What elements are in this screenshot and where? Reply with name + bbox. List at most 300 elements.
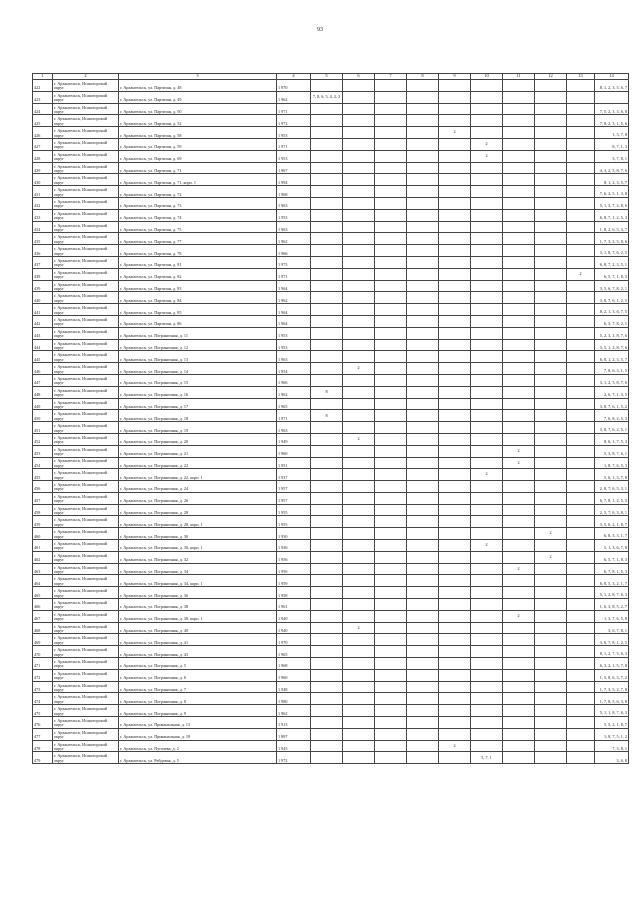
district-cell: г. Архангельск, Исакогорский округ: [53, 540, 119, 552]
col13-cell: [567, 256, 595, 268]
col9-cell: [439, 540, 471, 552]
col7-cell: [375, 103, 407, 115]
col12-cell: [535, 91, 567, 103]
col11-cell: [503, 658, 535, 670]
col13-cell: [567, 422, 595, 434]
district-cell: г. Архангельск, Исакогорский округ: [53, 528, 119, 540]
district-cell: г. Архангельск, Исакогорский округ: [53, 351, 119, 363]
col12-cell: [535, 693, 567, 705]
row-number-cell: 457: [33, 492, 53, 504]
year-cell: 1 962: [277, 386, 311, 398]
col6-cell: [343, 504, 375, 516]
year-cell: 1 963: [277, 422, 311, 434]
col9-cell: [439, 681, 471, 693]
col7-cell: [375, 351, 407, 363]
col14-cell: 3, 5, 1, 2, 8, 7, 6: [595, 339, 629, 351]
col7-cell: [375, 610, 407, 622]
col13-cell: [567, 740, 595, 752]
col7-cell: [375, 752, 407, 764]
col6-cell: [343, 386, 375, 398]
district-cell: г. Архангельск, Исакогорский округ: [53, 127, 119, 139]
district-cell: г. Архангельск, Исакогорский округ: [53, 386, 119, 398]
row-number-cell: 459: [33, 516, 53, 528]
col13-cell: [567, 658, 595, 670]
row-number-cell: 444: [33, 339, 53, 351]
col12-cell: [535, 422, 567, 434]
col14-cell: 5, 6, 1, 3, 7, 8: [595, 469, 629, 481]
col8-cell: [407, 728, 439, 740]
year-cell: 1 966: [277, 374, 311, 386]
col14-cell: 3, 6, 8: [595, 752, 629, 764]
col7-cell: [375, 245, 407, 257]
table-row: [33, 681, 629, 693]
col12-cell: [535, 174, 567, 186]
col7-cell: [375, 374, 407, 386]
col10-cell: [471, 575, 503, 587]
year-cell: 1 980: [277, 693, 311, 705]
col10-cell: [471, 386, 503, 398]
row-number-cell: 443: [33, 327, 53, 339]
table-row: [33, 740, 629, 752]
col7-cell: [375, 186, 407, 198]
col6-cell: [343, 457, 375, 469]
col13-cell: [567, 681, 595, 693]
year-cell: 1 962: [277, 91, 311, 103]
col9-cell: 2: [439, 127, 471, 139]
col7-cell: [375, 740, 407, 752]
col6-cell: [343, 422, 375, 434]
table-row: [33, 245, 629, 257]
col12-cell: [535, 221, 567, 233]
col8-cell: [407, 658, 439, 670]
col12-cell: [535, 740, 567, 752]
col14-cell: [595, 91, 629, 103]
year-cell: 1 955: [277, 516, 311, 528]
col8-cell: [407, 504, 439, 516]
table-row: [33, 728, 629, 740]
table-row: [33, 138, 629, 150]
year-cell: 1 953: [277, 339, 311, 351]
row-number-cell: 447: [33, 374, 53, 386]
row-number-cell: 470: [33, 646, 53, 658]
year-cell: 1 994: [277, 174, 311, 186]
year-cell: 1 965: [277, 646, 311, 658]
district-cell: г. Архангельск, Исакогорский округ: [53, 138, 119, 150]
district-cell: г. Архангельск, Исакогорский округ: [53, 304, 119, 316]
col14-cell: 6, 3, 7, 8, 2, 1: [595, 315, 629, 327]
table-row: [33, 563, 629, 575]
year-cell: 1 966: [277, 245, 311, 257]
col14-cell: 1, 8, 7, 6, 5, 3: [595, 457, 629, 469]
year-cell: 1 949: [277, 433, 311, 445]
col10-cell: [471, 91, 503, 103]
col10-cell: [471, 728, 503, 740]
header-cell: 7: [375, 74, 407, 80]
district-cell: г. Архангельск, Исакогорский округ: [53, 622, 119, 634]
col5-cell: [311, 268, 343, 280]
year-cell: 1 954: [277, 363, 311, 375]
col9-cell: [439, 669, 471, 681]
col14-cell: 1, 8, 7, 5, 1, 2: [595, 728, 629, 740]
row-number-cell: 439: [33, 280, 53, 292]
col9-cell: [439, 304, 471, 316]
col5-cell: [311, 587, 343, 599]
col6-cell: [343, 599, 375, 611]
address-cell: г. Архангельск, ул. Пограничная, д. 32: [119, 551, 277, 563]
col13-cell: [567, 528, 595, 540]
col5-cell: [311, 115, 343, 127]
col9-cell: [439, 752, 471, 764]
col6-cell: [343, 551, 375, 563]
table-row: [33, 304, 629, 316]
col11-cell: [503, 492, 535, 504]
col13-cell: [567, 304, 595, 316]
col13-cell: [567, 162, 595, 174]
col10-cell: [471, 315, 503, 327]
col8-cell: [407, 197, 439, 209]
row-number-cell: 430: [33, 174, 53, 186]
col6-cell: 2: [343, 363, 375, 375]
col5-cell: [311, 481, 343, 493]
table-row: [33, 693, 629, 705]
row-number-cell: 436: [33, 245, 53, 257]
col13-cell: [567, 669, 595, 681]
header-cell: 4: [277, 74, 311, 80]
col6-cell: 2: [343, 433, 375, 445]
col7-cell: [375, 516, 407, 528]
col8-cell: [407, 669, 439, 681]
col9-cell: [439, 410, 471, 422]
col10-cell: [471, 127, 503, 139]
district-cell: г. Архангельск, Исакогорский округ: [53, 681, 119, 693]
col9-cell: [439, 327, 471, 339]
row-number-cell: 428: [33, 150, 53, 162]
col11-cell: [503, 162, 535, 174]
col6-cell: [343, 728, 375, 740]
col8-cell: [407, 209, 439, 221]
address-cell: г. Архангельск, ул. Пограничная, д. 34, корп. 1: [119, 575, 277, 587]
col10-cell: [471, 422, 503, 434]
row-number-cell: 442: [33, 315, 53, 327]
address-cell: г. Архангельск, ул. Партизан, д. 83: [119, 280, 277, 292]
col13-cell: [567, 575, 595, 587]
col8-cell: [407, 174, 439, 186]
address-cell: г. Архангельск, ул. Партизан, д. 73: [119, 197, 277, 209]
col5-cell: [311, 315, 343, 327]
table-row: [33, 221, 629, 233]
col7-cell: [375, 410, 407, 422]
row-number-cell: 452: [33, 433, 53, 445]
col14-cell: 8, 1, 2, 3, 5, 7: [595, 174, 629, 186]
year-cell: 1 963: [277, 221, 311, 233]
table-row: [33, 410, 629, 422]
col11-cell: 2: [503, 610, 535, 622]
col12-cell: [535, 386, 567, 398]
col8-cell: [407, 233, 439, 245]
col9-cell: [439, 256, 471, 268]
col11-cell: [503, 221, 535, 233]
row-number-cell: 422: [33, 80, 53, 92]
table-row: [33, 209, 629, 221]
col7-cell: [375, 669, 407, 681]
col7-cell: [375, 693, 407, 705]
col11-cell: 2: [503, 445, 535, 457]
table-row: [33, 197, 629, 209]
col11-cell: [503, 245, 535, 257]
col13-cell: [567, 728, 595, 740]
row-number-cell: 424: [33, 103, 53, 115]
col7-cell: [375, 599, 407, 611]
year-cell: 1 953: [277, 327, 311, 339]
table-row: [33, 481, 629, 493]
district-cell: г. Архангельск, Исакогорский округ: [53, 150, 119, 162]
col8-cell: [407, 268, 439, 280]
col9-cell: [439, 280, 471, 292]
year-cell: 1 948: [277, 681, 311, 693]
col12-cell: [535, 186, 567, 198]
col12-cell: [535, 457, 567, 469]
district-cell: г. Архангельск, Исакогорский округ: [53, 669, 119, 681]
col12-cell: [535, 209, 567, 221]
col12-cell: [535, 304, 567, 316]
col10-cell: [471, 705, 503, 717]
col11-cell: [503, 681, 535, 693]
col12-cell: [535, 115, 567, 127]
col11-cell: [503, 327, 535, 339]
year-cell: 1 972: [277, 752, 311, 764]
col7-cell: [375, 127, 407, 139]
col10-cell: [471, 528, 503, 540]
row-number-cell: 458: [33, 504, 53, 516]
col12-cell: [535, 245, 567, 257]
col9-cell: [439, 351, 471, 363]
col7-cell: [375, 433, 407, 445]
col8-cell: [407, 162, 439, 174]
col8-cell: [407, 280, 439, 292]
row-number-cell: 423: [33, 91, 53, 103]
col7-cell: [375, 469, 407, 481]
col7-cell: [375, 256, 407, 268]
col12-cell: [535, 127, 567, 139]
col12-cell: [535, 162, 567, 174]
table-row: [33, 327, 629, 339]
address-cell: г. Архангельск, ул. Партизан, д. 78: [119, 245, 277, 257]
table-row: [33, 386, 629, 398]
year-cell: 1 951: [277, 457, 311, 469]
address-cell: г. Архангельск, ул. Пограничная, д. 13: [119, 351, 277, 363]
row-number-cell: 453: [33, 445, 53, 457]
year-cell: 1 897: [277, 728, 311, 740]
col14-cell: 7, 6, 2, 5, 1, 3, 8: [595, 186, 629, 198]
row-number-cell: 478: [33, 740, 53, 752]
col7-cell: [375, 115, 407, 127]
col9-cell: 2: [439, 740, 471, 752]
col12-cell: [535, 469, 567, 481]
header-cell: 5: [311, 74, 343, 80]
col6-cell: [343, 469, 375, 481]
col10-cell: [471, 186, 503, 198]
col14-cell: 6, 5, 7, 1, 8, 3: [595, 268, 629, 280]
table-row: [33, 292, 629, 304]
header-cell: 12: [535, 74, 567, 80]
col9-cell: [439, 363, 471, 375]
district-cell: г. Архангельск, Исакогорский округ: [53, 103, 119, 115]
col12-cell: [535, 256, 567, 268]
district-cell: г. Архангельск, Исакогорский округ: [53, 422, 119, 434]
col6-cell: [343, 245, 375, 257]
table-row: [33, 717, 629, 729]
col6-cell: [343, 292, 375, 304]
col14-cell: 1, 7, 3, 2, 5, 8, 6: [595, 233, 629, 245]
col7-cell: [375, 445, 407, 457]
col13-cell: [567, 492, 595, 504]
col6-cell: [343, 575, 375, 587]
col14-cell: 6, 8, 7, 1, 2, 5, 3: [595, 209, 629, 221]
header-cell: 3: [119, 74, 277, 80]
col11-cell: [503, 469, 535, 481]
address-cell: г. Архангельск, ул. Партизан, д. 52: [119, 115, 277, 127]
col9-cell: [439, 481, 471, 493]
col9-cell: [439, 717, 471, 729]
col9-cell: [439, 209, 471, 221]
col6-cell: [343, 646, 375, 658]
col8-cell: [407, 127, 439, 139]
col12-cell: [535, 433, 567, 445]
col6-cell: [343, 516, 375, 528]
col12-cell: [535, 669, 567, 681]
row-number-cell: 466: [33, 599, 53, 611]
year-cell: 1 953: [277, 150, 311, 162]
table-row: [33, 587, 629, 599]
col13-cell: [567, 457, 595, 469]
col13-cell: [567, 292, 595, 304]
col14-cell: 7, 3, 8, 1: [595, 740, 629, 752]
table-row: [33, 256, 629, 268]
district-cell: г. Архангельск, Исакогорский округ: [53, 91, 119, 103]
address-cell: г. Архангельск, ул. Пограничная, д. 16: [119, 386, 277, 398]
row-number-cell: 455: [33, 469, 53, 481]
col14-cell: 6, 8, 5, 3, 2, 1, 7: [595, 575, 629, 587]
col5-cell: [311, 728, 343, 740]
col11-cell: [503, 174, 535, 186]
col5-cell: 7, 8, 6, 5, 4, 2, 3: [311, 91, 343, 103]
col11-cell: [503, 705, 535, 717]
col8-cell: [407, 752, 439, 764]
col9-cell: [439, 292, 471, 304]
col8-cell: [407, 138, 439, 150]
col8-cell: [407, 551, 439, 563]
col7-cell: [375, 563, 407, 575]
col9-cell: [439, 186, 471, 198]
row-number-cell: 426: [33, 127, 53, 139]
row-number-cell: 473: [33, 681, 53, 693]
col14-cell: 6, 7, 8, 1, 2, 5, 3: [595, 492, 629, 504]
col13-cell: [567, 622, 595, 634]
col7-cell: [375, 422, 407, 434]
row-number-cell: 429: [33, 162, 53, 174]
col11-cell: [503, 504, 535, 516]
col5-cell: [311, 103, 343, 115]
col11-cell: [503, 540, 535, 552]
year-cell: 1 957: [277, 492, 311, 504]
col13-cell: [567, 351, 595, 363]
col10-cell: [471, 492, 503, 504]
col9-cell: [439, 245, 471, 257]
col11-cell: [503, 422, 535, 434]
year-cell: 1 963: [277, 197, 311, 209]
col12-cell: [535, 622, 567, 634]
col10-cell: [471, 646, 503, 658]
col8-cell: [407, 245, 439, 257]
col11-cell: [503, 103, 535, 115]
col9-cell: [439, 221, 471, 233]
col13-cell: [567, 563, 595, 575]
col7-cell: [375, 386, 407, 398]
address-cell: г. Архангельск, ул. Пугачева, д. 2: [119, 740, 277, 752]
col7-cell: [375, 528, 407, 540]
col14-cell: 5, 3, 8, 7, 6, 1: [595, 445, 629, 457]
year-cell: 1 970: [277, 634, 311, 646]
row-number-cell: 462: [33, 551, 53, 563]
col5-cell: 8: [311, 386, 343, 398]
col8-cell: [407, 681, 439, 693]
table-row: [33, 457, 629, 469]
row-number-cell: 451: [33, 422, 53, 434]
col5-cell: [311, 717, 343, 729]
row-number-cell: 461: [33, 540, 53, 552]
col5-cell: [311, 280, 343, 292]
table-row: [33, 422, 629, 434]
col11-cell: [503, 622, 535, 634]
col12-cell: [535, 504, 567, 516]
year-cell: 1 971: [277, 410, 311, 422]
address-cell: г. Архангельск, ул. Партизан, д. 58: [119, 127, 277, 139]
row-number-cell: 474: [33, 693, 53, 705]
col13-cell: [567, 705, 595, 717]
col10-cell: [471, 433, 503, 445]
col8-cell: [407, 587, 439, 599]
col7-cell: [375, 457, 407, 469]
col14-cell: 5, 1, 1, 8, 7, 6, 3: [595, 705, 629, 717]
table-row: [33, 268, 629, 280]
col5-cell: [311, 669, 343, 681]
col5-cell: [311, 150, 343, 162]
col7-cell: [375, 681, 407, 693]
district-cell: г. Архангельск, Исакогорский округ: [53, 516, 119, 528]
col6-cell: [343, 186, 375, 198]
col12-cell: [535, 363, 567, 375]
col8-cell: [407, 610, 439, 622]
col12-cell: [535, 563, 567, 575]
col5-cell: [311, 445, 343, 457]
col5-cell: [311, 304, 343, 316]
year-cell: 1 955: [277, 504, 311, 516]
col5-cell: [311, 221, 343, 233]
col10-cell: 2: [471, 469, 503, 481]
col5-cell: [311, 327, 343, 339]
col10-cell: 2: [471, 138, 503, 150]
address-cell: г. Архангельск, ул. Пограничная, д. 8: [119, 693, 277, 705]
col14-cell: 6, 8, 1, 2, 3, 5, 7: [595, 351, 629, 363]
col8-cell: [407, 103, 439, 115]
col5-cell: [311, 433, 343, 445]
col12-cell: [535, 658, 567, 670]
table-row: [33, 315, 629, 327]
year-cell: 1 962: [277, 705, 311, 717]
col5-cell: [311, 339, 343, 351]
address-cell: г. Архангельск, ул. Партизан, д. 75: [119, 221, 277, 233]
col7-cell: [375, 174, 407, 186]
